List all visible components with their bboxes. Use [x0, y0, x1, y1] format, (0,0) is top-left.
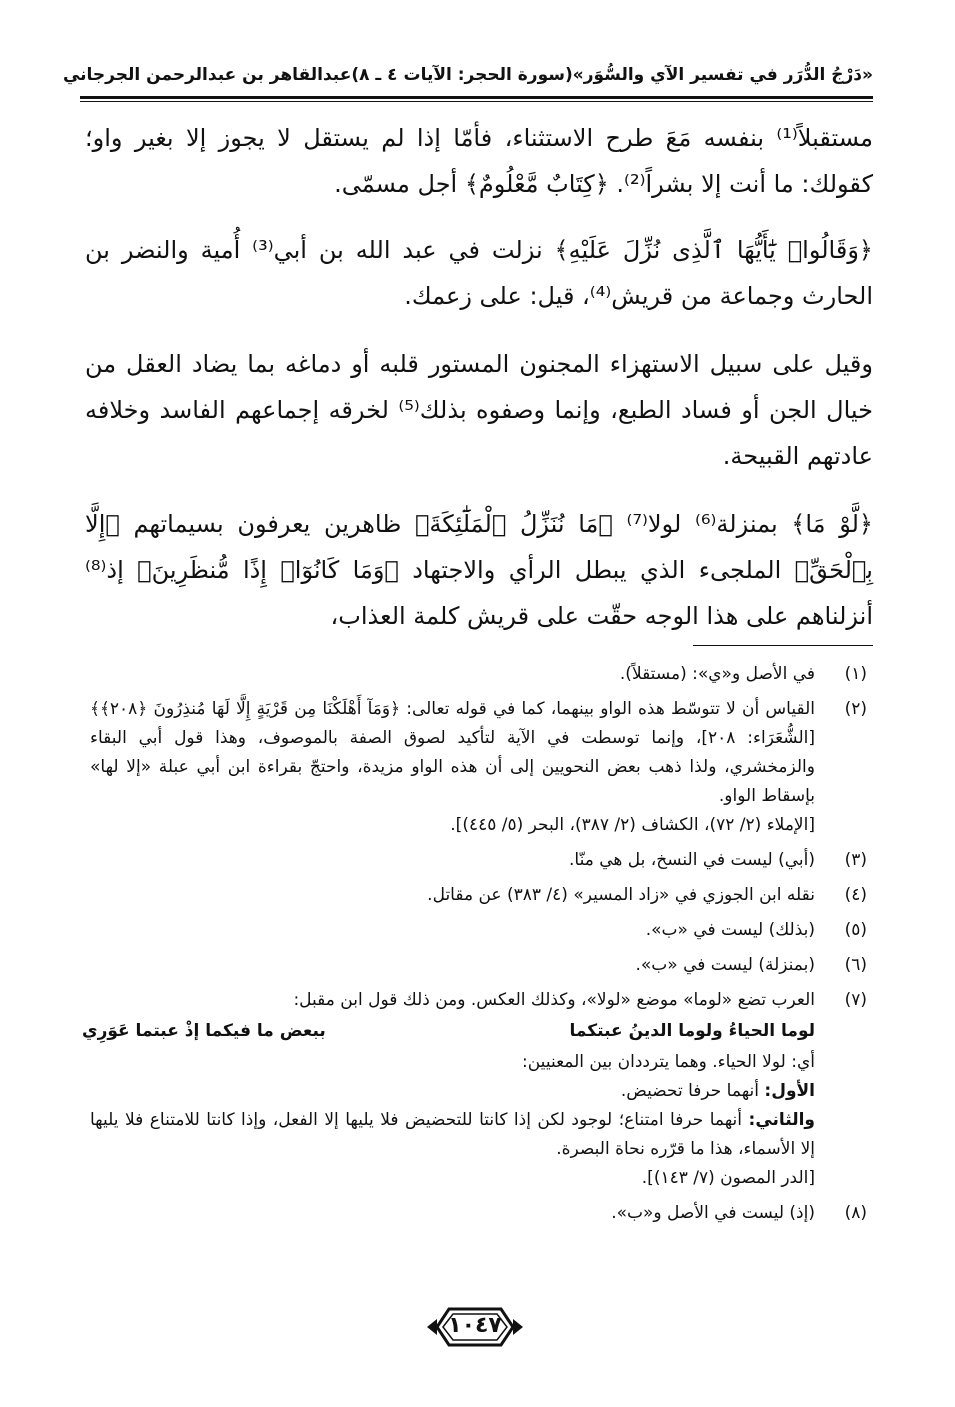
footnote-text: (إذ) ليست في الأصل و«ب».: [611, 1203, 815, 1223]
footnote-text: (بذلك) ليست في «ب».: [645, 920, 815, 940]
footnote-6: [90, 951, 867, 980]
footnote-explanation: أي: لولا الحياء. وهما يترددان بين المعنيين:: [522, 1052, 815, 1072]
paragraph-1: مستقبلاً⁽¹⁾ بنفسه مَعَ طرح الاستثناء، فأمّا إذا لم يستقل لا يجوز إلا بغير واو؛ كقولك: ما أنت إلا بشراً⁽²⁾. ﴿كِتَابٌ مَّعْلُومٌ﴾ أجل مسمّى.: [85, 124, 873, 198]
footnote-7: [82, 986, 867, 1193]
footnote-number: (٥): [844, 920, 867, 940]
verse-second-hemistich: ببعض ما فيكما إذْ عبتما عَوَرِي: [82, 1021, 326, 1041]
footnotes: [82, 660, 867, 1234]
footnote-number: (٧): [844, 990, 867, 1010]
paragraph-2: ﴿وَقَالُوا۟ يَٰٓأَيُّهَا ٱلَّذِى نُزِّلَ عَلَيْهِ﴾ نزلت في عبد الله بن أبي⁽³⁾ أُمية والنضر بن الحارث وجماعة من قريش⁽⁴⁾، قيل: على زعمك.: [85, 236, 873, 310]
footnote-8: [90, 1199, 867, 1228]
footnote-text: القياس أن لا تتوسّط هذه الواو بينهما، كما في قوله تعالى: ﴿وَمَآ أَهْلَكْنَا مِن قَرْيَةٍ إِلَّا لَهَا مُنذِرُونَ ﴿٢٠٨﴾﴾ [الشُّعَرَاء: ٢٠٨]، وإنما توسطت في الآية لتأكيد لصوق الصفة بالموصوف، وهذا قول أبي البقاء والزمخشري، ولذا ذهب بعض النحويين إلى أن هذه الواو مزيدة، واحتجّ بقراءة ابن أبي عبلة «إلا لها» بإسقاط الواو.: [90, 699, 815, 806]
second-meaning-label: والثاني:: [748, 1110, 815, 1130]
footnote-first-meaning: [90, 1077, 815, 1106]
paragraph-4: ﴿لَّوْ مَا﴾ بمنزلة⁽⁶⁾ لولا⁽⁷⁾ ﴿مَا نُنَزِّلُ ٱلْمَلَٰٓئِكَةَ﴾ ظاهرين يعرفون بسيماتهم ﴿إِلَّا بِٱلْحَقِّ﴾ الملجىء الذي يبطل الرأي والاجتهاد ﴿وَمَا كَانُوٓا۟ إِذًا مُّنظَرِينَ﴾ إذ⁽⁸⁾ أنزلناهم على هذا الوجه حقّت على قريش كلمة العذاب،: [85, 510, 873, 630]
footnote-number: (٢): [844, 699, 867, 719]
poetry-verse: [82, 1017, 815, 1046]
header-book-title: «دَرْجُ الدُّرَر في تفسير الآي والسُّوَر»: [572, 65, 873, 85]
footnote-number: (٨): [844, 1203, 867, 1223]
running-header: [62, 58, 873, 92]
header-rule-thin: [80, 101, 873, 102]
second-meaning-text: أنهما حرفا امتناع؛ لوجود لكن إذا كانتا للتحضيض فلا يليها إلا الفعل، وإذا كانتا للامتناع فلا يليها إلا الأسماء، هذا ما قرّره نحاة البصرة.: [90, 1110, 815, 1159]
footnote-number: (٦): [844, 955, 867, 975]
main-text: [85, 115, 873, 661]
first-meaning-label: الأول:: [764, 1081, 815, 1101]
footnote-text: نقله ابن الجوزي في «زاد المسير» (٤/ ٣٨٣) عن مقاتل.: [427, 885, 815, 905]
page-number: ١٠٤٧: [448, 1313, 502, 1338]
header-surah-range: (سورة الحجر: الآيات ٤ ـ ٨): [351, 65, 573, 85]
footnote-reference: [الإملاء (٢/ ٧٢)، الكشاف (٢/ ٣٨٧)، البحر (٥/ ٤٤٥)].: [450, 815, 815, 835]
footnote-text: في الأصل و«ي»: (مستقلاً).: [619, 664, 815, 684]
footnote-3: [90, 846, 867, 875]
header-rule: [80, 96, 873, 99]
footnote-number: (٤): [844, 885, 867, 905]
first-meaning-text: أنهما حرفا تحضيض.: [620, 1081, 759, 1101]
footnote-number: (٣): [844, 850, 867, 870]
footnote-1: [90, 660, 867, 689]
footnote-intro: العرب تضع «لوما» موضع «لولا»، وكذلك العكس. ومن ذلك قول ابن مقبل:: [293, 990, 815, 1010]
footnote-second-meaning: [90, 1106, 815, 1164]
verse-first-hemistich: لوما الحياءُ ولوما الدينُ عبتكما: [569, 1021, 815, 1041]
footnote-text: (أبي) ليست في النسخ، بل هي منّا.: [569, 850, 815, 870]
paragraph-3: وقيل على سبيل الاستهزاء المجنون المستور قلبه أو دماغه بما يضاد العقل من خيال الجن أو فساد الطبع، وإنما وصفوه بذلك⁽⁵⁾ لخرقه إجماعهم الفاسد وخلافه عادتهم القبيحة.: [85, 350, 873, 470]
footnote-4: [90, 881, 867, 910]
footnote-reference: [الدر المصون (٧/ ١٤٣)].: [641, 1168, 815, 1188]
footnote-text: (بمنزلة) ليست في «ب».: [635, 955, 815, 975]
footnote-5: [90, 916, 867, 945]
footnote-separator: [693, 645, 873, 646]
footnote-body: [82, 986, 815, 1193]
header-author: عبدالقاهر بن عبدالرحمن الجرجاني: [62, 65, 352, 85]
footnote-number: (١): [844, 664, 867, 684]
footnote-body: [90, 695, 815, 840]
footnote-2: [90, 695, 867, 840]
page-number-ornament: [425, 1304, 525, 1350]
